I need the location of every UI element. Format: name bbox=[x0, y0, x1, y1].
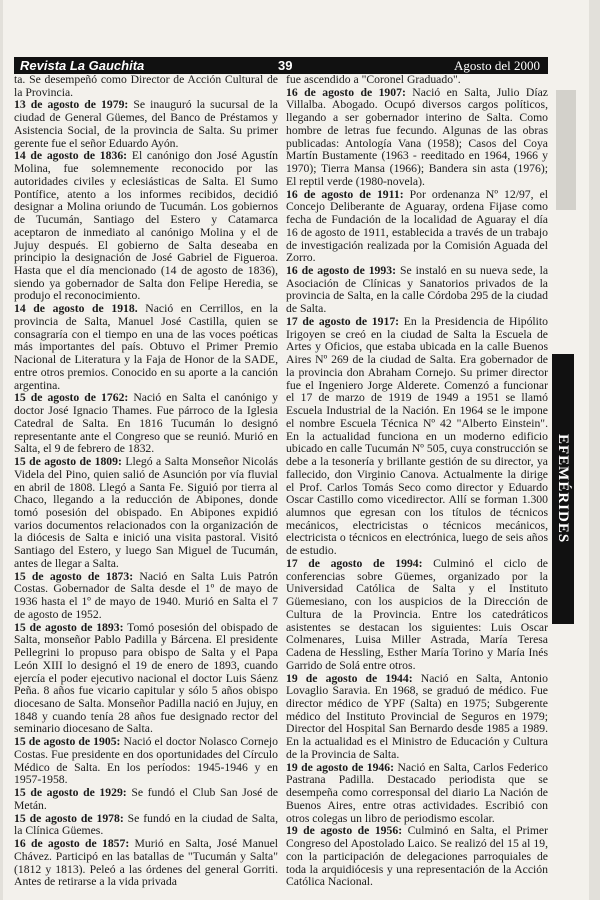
ephemeris-entry bbox=[14, 150, 278, 303]
ephemeris-entry bbox=[286, 558, 548, 673]
entry-date-heading: 15 de agosto de 1809: bbox=[14, 455, 122, 469]
ephemeris-entry bbox=[14, 838, 278, 889]
ephemeris-entry bbox=[286, 189, 548, 265]
ephemeris-entry bbox=[286, 87, 548, 189]
entry-date-heading: 15 de agosto de 1893: bbox=[14, 620, 124, 634]
ephemeris-entry bbox=[286, 316, 548, 558]
entry-text: Nació en Cerrillos, en la provincia de Salta, Manuel José Castilla, quien se consagraría con el tiempo en una de las voces poéticas más importantes del país. Obtuvo el Primer Premio Nacional de Literatura y la Faja de Honor de la SADE, entre otros premios. Conocido en su aporte a la canción argentina. bbox=[14, 302, 278, 392]
entry-date-heading: 15 de agosto de 1929: bbox=[14, 786, 127, 800]
issue-date: Agosto del 2000 bbox=[454, 58, 540, 73]
entry-date-heading: 19 de agosto de 1944: bbox=[286, 671, 413, 685]
entry-text: Nació el doctor Nolasco Cornejo Costas. Fue presidente en dos oportunidades del Círculo Médico de Salta. En los períodos: 1945-1946 y en 1957-1958. bbox=[14, 735, 278, 787]
entry-date-heading: 14 de agosto de 1836: bbox=[14, 149, 128, 163]
ephemeris-entry bbox=[14, 813, 278, 838]
ephemeris-entry bbox=[286, 762, 548, 826]
entry-date-heading: 15 de agosto de 1905: bbox=[14, 735, 121, 749]
ephemeris-entry bbox=[14, 74, 278, 99]
entry-text: Tomó posesión del obispado de Salta, monseñor Pablo Padilla y Bárcena. El presidente Pellegrini lo propuso para obispo de Salta y el Papa León XIII lo designó el 19 de enero de 1893, cuando ejercía el poder ejecutivo nacional el doctor Luis Sáenz Peña. 8 años fue vicario capitular y sólo 5 años obispo diocesano de Salta. Monseñor Padilla nació en Jujuy, en 1848 y cuando tenía 28 años fue designado rector del seminario diocesano de Salta. bbox=[14, 620, 278, 736]
entry-date-heading: 16 de agosto de 1907: bbox=[286, 85, 406, 99]
entry-text: Se fundó en la ciudad de Salta, la Clínica Güemes. bbox=[14, 811, 278, 838]
entry-text: Nació en Salta, Carlos Federico Pastrana Padilla. Destacado periodista que se desempeña como corresponsal del diario La Nación de Buenos Aires, entre otras actividades. Escribió con otros colegas un libro de periodismo escolar. bbox=[286, 760, 548, 825]
ephemeris-entry bbox=[14, 392, 278, 456]
entry-text: En la Presidencia de Hipólito Irigoyen se creó en la ciudad de Salta la Escuela de Artes y Oficios, que estaba ubicada en la calle Buenos Aires Nº 269 de la ciudad de Salta. Era gobernador de la provincia don Abraham Cornejo. Su primer director fue el Ingeniero Jorge Alderete. Comenzó a funcionar el 17 de marzo de 1919 de 1949 a 1951 se llamó Escuela Industrial de la Nación. En 1964 se le impone el nombre Escuela Técnica Nº 42 "Alberto Einstein". En la actualidad funciona en un moderno edificio ubicado en calle Tucumán Nº 505, cuya construcción se debe a la tesonería y brillante gestión de su director, ya fallecido, don Virginio Canova. Actualmente la dirige el Prof. Carlos Tomás Seco como director y Eduardo Oscar Castillo como vicedirector. Allí se forman 1.300 alumnos que egresan con los títulos de técnicos mecánicos, electricistas o técnicos mecánicos, electricista o técnicos en electrónica, luego de seis años de estudio. bbox=[286, 314, 548, 558]
entry-date-heading: 17 de agosto de 1917: bbox=[286, 314, 400, 328]
ephemeris-entry bbox=[14, 571, 278, 622]
entry-date-heading: 15 de agosto de 1978: bbox=[14, 811, 124, 825]
ephemeris-entry bbox=[286, 265, 548, 316]
right-column bbox=[286, 74, 548, 889]
publication-title: Revista La Gauchita bbox=[20, 58, 145, 73]
ephemeris-entry bbox=[286, 673, 548, 762]
section-tab-label: EFEMÉRIDES bbox=[555, 434, 571, 544]
entry-text: Se inauguró la sucursal de la ciudad de General Güemes, del Banco de Préstamos y Asistencia Social, de la provincia de Salta. Su primer gerente fue el señor Eduardo Ayón. bbox=[14, 98, 278, 150]
entry-text: Llegó a Salta Monseñor Nicolás Videla del Pino, quien salió de Asunción por vía fluvial en abril de 1808. Llegó a Santa Fe. Siguió por tierra al Chaco, llegando a la reducción de Abipones, donde tomó posesión del obispado. En Abipones expidió varios documentos relacionados con la organización de la diócesis de Salta e inició una visita pastoral. Visitó Santiago del Estero, y luego San Miguel de Tucumán, antes de llegar a Salta. bbox=[14, 455, 278, 570]
ephemeris-entry bbox=[14, 303, 278, 392]
entry-text: Nació en Salta el canónigo y doctor José Ignacio Thames. Fue párroco de la Iglesia Catedral de Salta. En 1816 Tucumán lo designó representante ante el Congreso que se reunió. Murió en Salta, el 9 de febrero de 1832. bbox=[14, 391, 278, 456]
entry-text: Murió en Salta, José Manuel Chávez. Participó en las batallas de "Tucumán y Salta" (1812 y 1813). Peleó a las órdenes del general Gorriti. Antes de retirarse a la vida privada bbox=[14, 837, 278, 889]
entry-text: Se fundó el Club San José de Metán. bbox=[14, 786, 278, 812]
ephemeris-entry bbox=[14, 456, 278, 571]
ephemeris-entry bbox=[14, 787, 278, 812]
section-tab bbox=[552, 354, 574, 624]
entry-text: Nació en Salta, Antonio Lovaglio Saravia. En 1968, se graduó de médico. Fue director médico de YPF (Salta) en 1975; Subgerente médico del Instituto Provincial de Seguros en 1979; Director del Hospital San Bernardo desde 1985 a 1989. En la actualidad es el Ministro de Educación y Cultura de la Provincia de Salta. bbox=[286, 671, 548, 761]
entry-date-heading: 15 de agosto de 1873: bbox=[14, 569, 134, 583]
entry-date-heading: 14 de agosto de 1918. bbox=[14, 302, 138, 316]
ephemeris-entry bbox=[14, 99, 278, 150]
left-column bbox=[14, 74, 278, 889]
entry-date-heading: 17 de agosto de 1994: bbox=[286, 556, 423, 570]
entry-text: Se instaló en su nueva sede, la Asociación de Clínicas y Sanatorios privados de la provincia de Salta, en la calle Córdoba 295 de la ciudad de Salta. bbox=[286, 264, 549, 316]
entry-text: Culminó el ciclo de conferencias sobre Güemes, organizado por la Universidad Católica de Salta y el Instituto Güemesiano, con los auspicios de la Dirección de Cultura de la Provincia. Entre los catedráticos asistentes se destacan los siguientes: Luis Oscar Colmenares, Luisa Miller Astrada, María Teresa Cadena de Hessling, Esther María Torino y María Inés Garrido de Solá entre otros. bbox=[286, 556, 548, 672]
entry-text: fue ascendido a "Coronel Graduado". bbox=[286, 73, 461, 86]
entry-text: ta. Se desempeñó como Director de Acción Cultural de la Provincia. bbox=[14, 73, 278, 99]
page-header bbox=[14, 57, 548, 74]
entry-date-heading: 16 de agosto de 1857: bbox=[14, 837, 130, 851]
entry-date-heading: 16 de agosto de 1911: bbox=[286, 187, 404, 201]
neighbour-page-edge bbox=[556, 90, 576, 210]
entry-text: Por ordenanza Nº 12/97, el Concejo Deliberante de Aguaray, ordena Fijase como fecha de Fundación de la localidad de Aguaray el día 16 de agosto de 1911, establecida a través de un trabajo de investigación realizada por la Comisión Aguada del Zorro. bbox=[286, 187, 549, 265]
entry-text: Nació en Salta, Julio Díaz Villalba. Abogado. Ocupó diversos cargos políticos, llegando a ser gobernador interino de Salta. Como hombre de letras fue fecundo. Algunas de las obras publicadas: Antología Vana (1958); Casos del Coya Martín Bustamente (1963 - reeditado en 1964, 1966 y 1970); Tierra Mansa (1966); Bandera sin asta (1976); El reptil verde (1980-novela). bbox=[286, 85, 548, 188]
entry-date-heading: 19 de agosto de 1956: bbox=[286, 824, 403, 838]
ephemeris-entry bbox=[14, 736, 278, 787]
ephemeris-entry bbox=[286, 825, 548, 889]
entry-date-heading: 13 de agosto de 1979: bbox=[14, 98, 129, 112]
page-number: 39 bbox=[278, 58, 293, 73]
entry-date-heading: 19 de agosto de 1946: bbox=[286, 760, 395, 774]
ephemeris-entry bbox=[14, 622, 278, 737]
entry-text: El canónigo don José Agustín Molina, fue solemnemente reconocido por las autoridades civiles y eclesiásticas de Salta. El Sumo Pontífice, atento a los informes recibidos, decidió designar a Molina oriundo de Tucumán. Los gobiernos de Tucumán, Santiago del Estero y Catamarca aceptaron de inmediato al canónigo Molina y el de Jujuy después. El gobierno de Salta deseaba en principio la designación de José Gabriel de Figueroa. Hasta que el día mencionado (14 de agosto de 1836), siendo ya gobernador de Salta don Felipe Heredia, se produjo el reconocimiento. bbox=[14, 149, 278, 303]
entry-date-heading: 16 de agosto de 1993: bbox=[286, 264, 396, 278]
entry-text: Nació en Salta Luis Patrón Costas. Gobernador de Salta desde el 1º de mayo de 1936 hasta el 1º de mayo de 1940. Murió en Salta el 7 de agosto de 1952. bbox=[14, 569, 278, 621]
entry-text: Culminó en Salta, el Primer Congreso del Apostolado Laico. Se realizó del 15 al 19, con la participación de delegaciones parroquiales de toda la arquidiócesis y una representación de la Acción Católica Nacional. bbox=[286, 824, 548, 889]
entry-date-heading: 15 de agosto de 1762: bbox=[14, 391, 129, 405]
